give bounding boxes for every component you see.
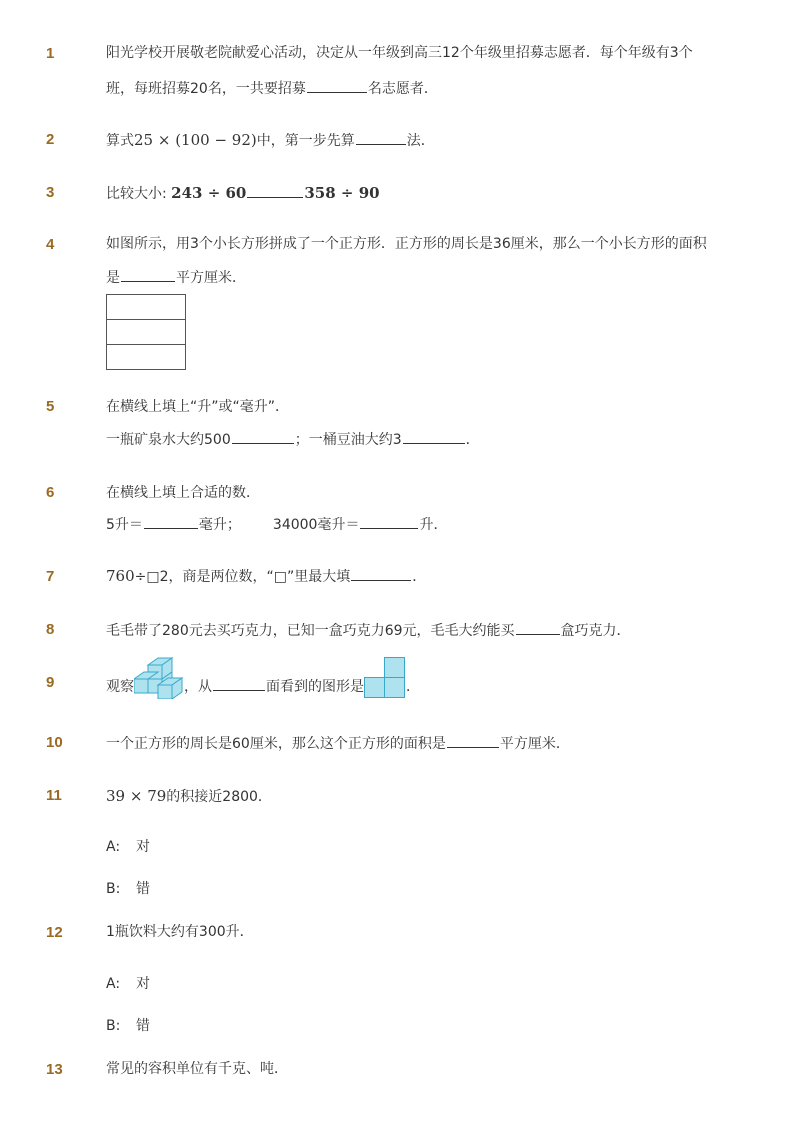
answer-blank[interactable] [307, 78, 367, 93]
question-number: 11 [46, 787, 62, 804]
question-text: 算式25 × (100 − 92)中，第一步先算 法． [106, 131, 435, 149]
answer-blank[interactable] [351, 566, 411, 581]
option-a[interactable]: A: 对 [106, 976, 150, 992]
three-rectangles-figure [106, 294, 186, 370]
small-rectangle [107, 295, 185, 320]
view-shape-figure [364, 681, 406, 691]
answer-blank[interactable] [121, 267, 175, 282]
answer-blank[interactable] [144, 514, 198, 529]
question-number: 4 [46, 236, 55, 253]
question-text: 阳光学校开展敬老院献爱心活动，决定从一年级到高三12个年级里招募志愿者．每个年级有3个 [106, 45, 693, 61]
question-text: 一个正方形的周长是60厘米，那么这个正方形的面积是 平方厘米． [106, 733, 570, 754]
question-number: 1 [46, 45, 55, 62]
question-number: 2 [46, 131, 55, 148]
answer-blank[interactable] [213, 676, 265, 691]
question-number: 8 [46, 621, 55, 638]
answer-blank[interactable] [403, 429, 465, 444]
option-b[interactable]: B: 错 [106, 881, 150, 897]
question-text-line2: 是 平方厘米． [106, 267, 246, 288]
answer-blank[interactable] [247, 183, 303, 198]
question-text: 760÷□2，商是两位数，“□”里最大填 ． [106, 567, 427, 585]
answer-blank[interactable] [516, 620, 560, 635]
option-b[interactable]: B: 错 [106, 1018, 150, 1034]
cube-stack-figure [134, 681, 184, 691]
question-number: 13 [46, 1061, 63, 1078]
small-rectangle [107, 320, 185, 345]
answer-blank[interactable] [447, 733, 499, 748]
question-text: 在横线上填上合适的数． [106, 485, 260, 501]
question-text: 39 × 79的积接近2800． [106, 787, 272, 805]
question-text: 在横线上填上“升”或“毫升”． [106, 399, 290, 415]
answer-blank[interactable] [356, 130, 406, 145]
question-text-line2: 班，每班招募20名，一共要招募 名志愿者． [106, 78, 438, 99]
question-number: 3 [46, 184, 55, 201]
answer-blank[interactable] [360, 514, 418, 529]
question-number: 12 [46, 924, 63, 941]
option-a[interactable]: A: 对 [106, 839, 150, 855]
question-text: 1瓶饮料大约有300升． [106, 924, 254, 940]
question-text: 毛毛带了280元去买巧克力，已知一盒巧克力69元，毛毛大约能买 盒巧克力． [106, 620, 631, 641]
answer-blank[interactable] [232, 429, 294, 444]
question-text: 比较大小: 243 ÷ 60 358 ÷ 90 [106, 184, 380, 202]
question-text: 观察 ，从 面看到的图形是 ． [106, 676, 420, 697]
question-number: 6 [46, 484, 55, 501]
question-number: 9 [46, 674, 55, 691]
question-number: 5 [46, 398, 55, 415]
small-rectangle [107, 345, 185, 369]
question-text-line2: 一瓶矿泉水大约500 ；一桶豆油大约3 ． [106, 429, 480, 450]
question-text: 如图所示，用3个小长方形拼成了一个正方形．正方形的周长是36厘米，那么一个小长方形的面积 [106, 236, 707, 252]
question-number: 10 [46, 734, 63, 751]
question-number: 7 [46, 568, 55, 585]
question-text: 常见的容积单位有千克、吨． [106, 1061, 288, 1077]
question-text-line2: 5升＝ 毫升； 34000毫升＝ 升． [106, 514, 447, 535]
